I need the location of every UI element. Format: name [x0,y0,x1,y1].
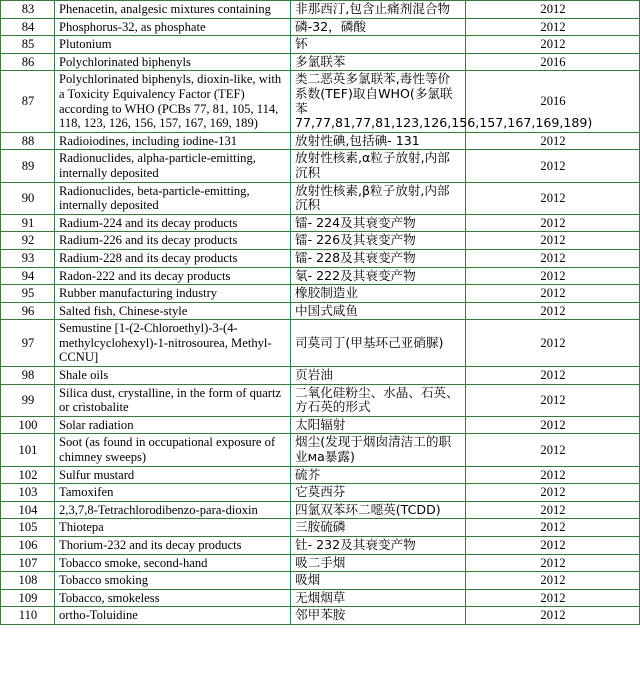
cell-year: 2012 [466,36,640,54]
table-row [1,71,640,132]
cell-agent-chinese: 吸二手烟 [291,554,466,572]
cell-agent-english: ortho-Toluidine [55,607,291,625]
cell-year: 2012 [466,267,640,285]
cell-agent-chinese: 磷-32，磷酸 [291,18,466,36]
cell-year: 2012 [466,18,640,36]
cell-number: 101 [1,434,55,466]
cell-number: 103 [1,484,55,502]
cell-year: 2012 [466,249,640,267]
table-row [1,285,640,303]
cell-number: 106 [1,537,55,555]
cell-agent-chinese: 吸烟 [291,572,466,590]
cell-agent-chinese: 镭- 226及其衰变产物 [291,232,466,250]
cell-number: 94 [1,267,55,285]
cell-year: 2012 [466,384,640,416]
table-row [1,367,640,385]
cell-agent-english: Radium-226 and its decay products [55,232,291,250]
table-row [1,53,640,71]
cell-agent-chinese: 类二恶英多氯联苯,毒性等价系数(TEF)取自WHO(多氯联苯77,77,81,77,81,123,126,156,157,167,169,189) [291,71,466,132]
table-row [1,384,640,416]
cell-agent-english: Phosphorus-32, as phosphate [55,18,291,36]
cell-agent-chinese: 非那西汀,包含止痛剂混合物 [291,1,466,19]
cell-agent-english: Thiotepa [55,519,291,537]
cell-number: 105 [1,519,55,537]
table-row [1,501,640,519]
cell-agent-chinese: 页岩油 [291,367,466,385]
table-row [1,572,640,590]
table-row [1,554,640,572]
cell-year: 2012 [466,554,640,572]
cell-year: 2012 [466,484,640,502]
cell-agent-chinese: 氡- 222及其衰变产物 [291,267,466,285]
cell-year: 2012 [466,367,640,385]
table-row [1,434,640,466]
cell-year: 2012 [466,1,640,19]
cell-year: 2012 [466,537,640,555]
cell-number: 89 [1,150,55,182]
cell-number: 104 [1,501,55,519]
cell-agent-english: Plutonium [55,36,291,54]
table-row [1,589,640,607]
cell-agent-english: Sulfur mustard [55,466,291,484]
cell-agent-chinese: 烟尘(发现于烟囱清洁工的职业ма暴露) [291,434,466,466]
cell-agent-english: Radium-224 and its decay products [55,214,291,232]
cell-number: 93 [1,249,55,267]
cell-year: 2012 [466,501,640,519]
cell-number: 95 [1,285,55,303]
cell-agent-chinese: 镭- 224及其衰变产物 [291,214,466,232]
cell-agent-english: Tobacco, smokeless [55,589,291,607]
cell-number: 110 [1,607,55,625]
cell-number: 96 [1,302,55,320]
table-row [1,537,640,555]
cell-year: 2012 [466,302,640,320]
cell-year: 2012 [466,320,640,367]
cell-year: 2016 [466,71,640,132]
cell-agent-english: Shale oils [55,367,291,385]
cell-agent-chinese: 橡胶制造业 [291,285,466,303]
cell-agent-english: Salted fish, Chinese-style [55,302,291,320]
cell-agent-chinese: 太阳辐射 [291,416,466,434]
table-row [1,214,640,232]
cell-agent-english: Tobacco smoking [55,572,291,590]
cell-agent-chinese: 放射性碘,包括碘- 131 [291,132,466,150]
cell-agent-english: Tobacco smoke, second-hand [55,554,291,572]
cell-agent-english: Radon-222 and its decay products [55,267,291,285]
cell-agent-english: 2,3,7,8-Tetrachlorodibenzo-para-dioxin [55,501,291,519]
cell-agent-english: Silica dust, crystalline, in the form of quartz or cristobalite [55,384,291,416]
cell-number: 86 [1,53,55,71]
cell-number: 91 [1,214,55,232]
cell-year: 2012 [466,132,640,150]
cell-year: 2012 [466,607,640,625]
table-row [1,182,640,214]
cell-number: 108 [1,572,55,590]
cell-agent-english: Radionuclides, alpha-particle-emitting, internally deposited [55,150,291,182]
cell-year: 2012 [466,416,640,434]
cell-number: 84 [1,18,55,36]
cell-year: 2012 [466,150,640,182]
cell-year: 2012 [466,519,640,537]
cell-agent-chinese: 放射性核素,α粒子放射,内部沉积 [291,150,466,182]
cell-agent-chinese: 中国式咸鱼 [291,302,466,320]
table-row [1,36,640,54]
cell-agent-chinese: 邻甲苯胺 [291,607,466,625]
cell-number: 107 [1,554,55,572]
cell-year: 2012 [466,572,640,590]
table-row [1,302,640,320]
cell-agent-chinese: 四氯双苯环二噁英(TCDD) [291,501,466,519]
cell-agent-chinese: 司莫司丁(甲基环己亚硝脲) [291,320,466,367]
cell-agent-chinese: 钍- 232及其衰变产物 [291,537,466,555]
cell-agent-chinese: 镭- 228及其衰变产物 [291,249,466,267]
table-row [1,1,640,19]
table-row [1,320,640,367]
cell-number: 87 [1,71,55,132]
cell-agent-chinese: 二氧化硅粉尘、水晶、石英、方石英的形式 [291,384,466,416]
cell-year: 2016 [466,53,640,71]
cell-agent-english: Tamoxifen [55,484,291,502]
table-row [1,519,640,537]
cell-agent-chinese: 无烟烟草 [291,589,466,607]
cell-number: 102 [1,466,55,484]
cell-agent-chinese: 三胺硫磷 [291,519,466,537]
table-row [1,607,640,625]
cell-year: 2012 [466,434,640,466]
cell-number: 97 [1,320,55,367]
cell-year: 2012 [466,285,640,303]
cell-number: 88 [1,132,55,150]
table-row [1,416,640,434]
cell-agent-english: Rubber manufacturing industry [55,285,291,303]
cell-agent-english: Radium-228 and its decay products [55,249,291,267]
cell-year: 2012 [466,466,640,484]
table-row [1,132,640,150]
cell-number: 100 [1,416,55,434]
cell-number: 98 [1,367,55,385]
cell-agent-english: Solar radiation [55,416,291,434]
cell-agent-english: Radioiodines, including iodine-131 [55,132,291,150]
cell-number: 92 [1,232,55,250]
table-row [1,267,640,285]
cell-year: 2012 [466,232,640,250]
cell-year: 2012 [466,182,640,214]
cell-number: 99 [1,384,55,416]
table-row [1,484,640,502]
table-row [1,18,640,36]
cell-number: 109 [1,589,55,607]
cell-number: 90 [1,182,55,214]
cell-agent-chinese: 多氯联苯 [291,53,466,71]
cell-agent-chinese: 它莫西芬 [291,484,466,502]
table-row [1,150,640,182]
cell-agent-english: Phenacetin, analgesic mixtures containing [55,1,291,19]
cell-agent-english: Polychlorinated biphenyls [55,53,291,71]
cell-agent-english: Soot (as found in occupational exposure of chimney sweeps) [55,434,291,466]
cell-agent-english: Semustine [1-(2-Chloroethyl)-3-(4-methylcyclohexyl)-1-nitrosourea, Methyl-CCNU] [55,320,291,367]
cell-agent-english: Radionuclides, beta-particle-emitting, internally deposited [55,182,291,214]
cell-agent-chinese: 硫芥 [291,466,466,484]
cell-number: 85 [1,36,55,54]
cell-agent-chinese: 钚 [291,36,466,54]
table-body [1,1,640,625]
cell-year: 2012 [466,589,640,607]
cell-number: 83 [1,1,55,19]
cell-agent-chinese: 放射性核素,β粒子放射,内部沉积 [291,182,466,214]
table-row [1,249,640,267]
cell-agent-english: Thorium-232 and its decay products [55,537,291,555]
cell-year: 2012 [466,214,640,232]
table-row [1,466,640,484]
table-row [1,232,640,250]
cell-agent-english: Polychlorinated biphenyls, dioxin-like, with a Toxicity Equivalency Factor (TEF) according to WHO (PCBs 77, 81, 105, 114, 118, 123, 126, 156, 157, 167, 169, 189) [55,71,291,132]
